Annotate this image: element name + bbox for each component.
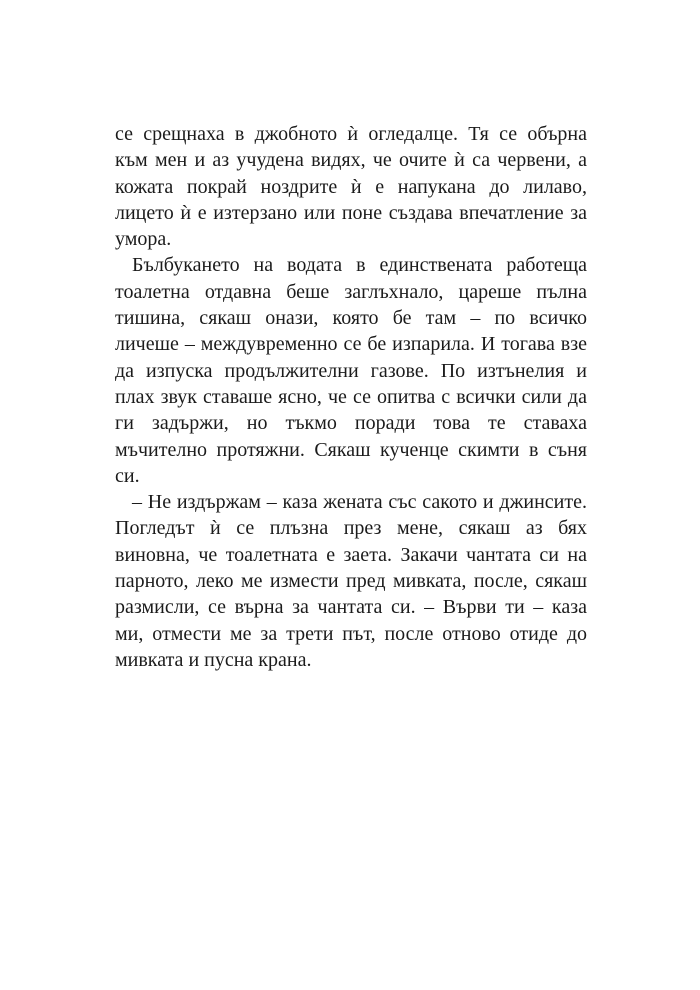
- text-line: парното, леко ме измести пред мивката, после, сякаш: [115, 570, 587, 593]
- text-line: мъчително протяжни. Сякаш кученце скимти в съня: [115, 438, 587, 461]
- text-line: да изпуска продължителни газове. По изтънелия и: [115, 359, 587, 382]
- paragraph-1: [115, 121, 587, 252]
- text-line: личеше – междувременно се бе изпарила. И тогава взе: [115, 333, 587, 356]
- text-line: си.: [115, 464, 140, 487]
- text-line: Бълбукането на водата в единствената работеща: [132, 254, 587, 277]
- paragraph-2: [115, 252, 587, 489]
- body-text: [115, 121, 587, 673]
- text-line: умора.: [115, 228, 172, 251]
- paragraph-3: [115, 489, 587, 673]
- text-line: плах звук ставаше ясно, че се опитва с всички сили да: [115, 385, 587, 408]
- text-line: виновна, че тоалетната е заета. Закачи чантата си на: [115, 543, 587, 566]
- text-line: ми, отмести ме за трети път, после отново отиде до: [115, 622, 587, 645]
- text-line: Погледът ѝ се плъзна през мене, сякаш аз бях: [115, 517, 587, 540]
- text-line: тишина, сякаш онази, която бе там – по всичко: [115, 307, 587, 330]
- text-line: ги задържи, но тъкмо поради това те ставаха: [115, 412, 587, 435]
- text-line: – Не издържам – каза жената със сакото и джинсите.: [132, 491, 587, 514]
- text-line: към мен и аз учудена видях, че очите ѝ са червени, а: [115, 149, 587, 172]
- text-line: размисли, се върна за чантата си. – Върви ти – каза: [115, 596, 587, 619]
- text-line: кожата покрай ноздрите ѝ е напукана до лилаво,: [115, 175, 587, 198]
- text-line: се срещнаха в джобното ѝ огледалце. Тя се обърна: [115, 123, 587, 145]
- text-line: тоалетна отдавна беше заглъхнало, цареше пълна: [115, 280, 587, 303]
- text-line: лицето ѝ е изтерзано или поне създава впечатление за: [115, 201, 587, 224]
- text-line: мивката и пусна крана.: [115, 648, 312, 671]
